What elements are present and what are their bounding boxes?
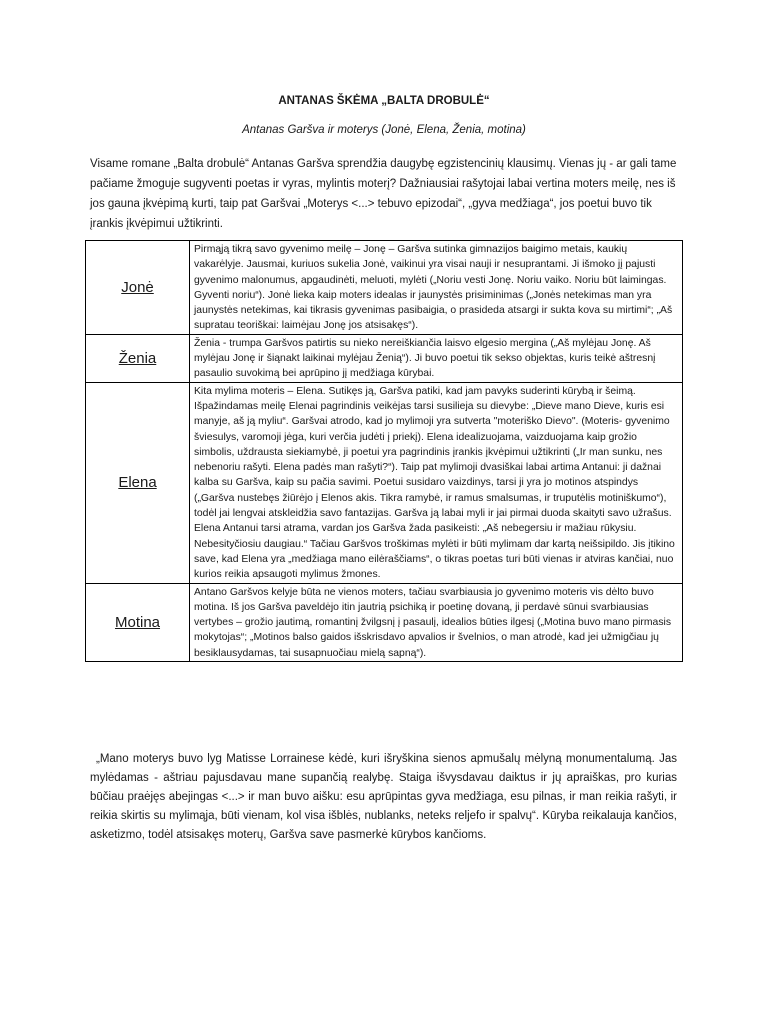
intro-paragraph: Visame romane „Balta drobulė“ Antanas Garšva sprendžia daugybę egzistencinių klausimų. Vienas jų - ar gali tame pačiame žmoguje sugyventi poetas ir vyras, mylintis moterį? Dažniausiai rašytojai labai vertina moters meilę, nes iš jos gauna įkvėpimą kurti, taip pat Garšvai „Moterys <...> tebuvo epizodai“, „gyva medžiaga“, jos poetui buvo tik įrankis įkvėpimui užtikrinti. [90,158,677,230]
character-name-jone: Jonė [121,278,154,296]
characters-table [85,240,683,662]
table-row-zenia [86,334,683,382]
character-description-motina: Antano Garšvos kelyje būta ne vienos moters, tačiau svarbiausia jo gyvenimo moteris vis dėlto buvo motina. Iš jos Garšva paveldėjo itin jautrią psichiką ir poetinę dovaną, ji perdavė sūnui svarbiausias vertybes – grožio jautimą, romantinį žvilgsnį į pasaulį, idealios būties ilgesį („Motina buvo mano pirmasis mokytojas“; „Motinos balso gaidos išskrisdavo apvalios ir švelnios, o man atrodė, kad jei užmigčiau jų besiklausydamas, tai susapnuočiau mielą sapną“). [190,583,683,661]
character-name-cell [86,334,190,382]
character-name-elena: Elena [118,473,157,491]
character-description-zenia: Ženia - trumpa Garšvos patirtis su nieko nereiškiančia laisvo elgesio mergina („Aš mylėjau Jonę. Aš mylėjau Jonę ir šiąnakt laikinai mylėjau Ženią“). Ji buvo poetui tik sekso objektas, kuris teikė aštresnį pasaulio suvokimą bei aprūpino jį medžiaga kūrybai. [190,334,683,382]
document-subtitle: Antanas Garšva ir moterys (Jonė, Elena, Ženia, motina) [242,124,526,136]
closing-paragraph: „Mano moterys buvo lyg Matisse Lorrainese kėdė, kuri išryškina sienos apmušalų mėlyną monumentalumą. Jas mylėdamas - aštriau pajusdavau mane supančią realybę. Staiga išvysdavau daiktus ir jų apraiškas, pro kurias būčiau praėjęs abejingas <...> ir man buvo aišku: esu aprūpintas gyva medžiaga, esu pilnas, ir man reikia rašyti, ir reikia skirtis su mylimąja, būti vienam, kol visa išblės, nublanks, neteks reljefo ir spalvų“. Kūryba reikalauja kančios, asketizmo, todėl atsisakęs moterų, Garšva save pasmerkė kūrybos kančioms. [90,753,677,841]
document-title: ANTANAS ŠKĖMA „BALTA DROBULĖ“ [278,95,490,107]
table-row-jone [86,241,683,335]
character-description-jone: Pirmąją tikrą savo gyvenimo meilę – Jonę – Garšva sutinka gimnazijos baigimo metais, kaukių vakarėlyje. Jausmai, kuriuos sukelia Jonė, vaikinui yra visai nauji ir nesuprantami. Ji išmoko jį pajusti gyvenimo malonumus, apgaudinėti, meluoti, mylėti („Noriu vesti Jonę. Noriu vaiko. Noriu būt laimingas. Gyventi noriu“). Jonė lieka kaip moters idealas ir jaunystės prisiminimas („Jonės netekimas man yra jaunystės netekimas, kai tikrasis gyvenimas pasibaigia, o prasideda atsargi ir sukta kova su mirtimi“; „Aš supratau teoriškai: laimėjau Jonę jos atsisakęs“). [190,241,683,335]
character-name-cell [86,241,190,335]
character-name-cell [86,382,190,583]
character-name-motina: Motina [114,613,161,631]
character-name-zenia: Ženia [118,349,157,367]
table-row-elena [86,382,683,583]
table-row-motina [86,583,683,661]
character-name-cell [86,583,190,661]
character-description-elena: Kita mylima moteris – Elena. Sutikęs ją, Garšva patiki, kad jam pavyks suderinti kūrybą ir šeimą. Išpažindamas meilę Elenai pagrindinis veikėjas tarsi susilieja su dievybe: „Dieve mano Dieve, kuris esi manyje, aš ją myliu“. Garšvai atrodo, kad jo mylimoji yra sutverta "moteriško Dievo". (Moteris- gyvenimo šviesulys, varomoji jėga, kuri verčia judėti į priekį). Elena idealizuojama, vaizduojama kaip grožio simbolis, uždrausta siekiamybė, ji poetui yra pagrindinis įrankis įkvėpimui užtikrinti („Ir man sunku, nes nebenoriu rašyti. Elena padės man rašyti?“). Taip pat mylimoji dvasiškai labai artima Antanui: ji dažnai kalba su Garšva, kaip su pačia savimi. Poetui susidaro vaizdinys, tarsi ji yra jo motinos atspindys („Garšva nustebęs žiūrėjo į Elenos akis. Tikra ramybė, ir ramus smalsumas, ir truputėlis motiniškumo“), todėl jai lengvai atskleidžia savo fantazijas. Garšva ją labai myli ir jai pirmai duoda skaityti savo užrašus. Elena Antanui tarsi atrama, vardan jos Garšva žada pasikeisti: „Aš nebegersiu ir mažiau rūkysiu. Nebesityčiosiu daugiau.“ Tačiau Garšvos troškimas mylėti ir būti mylimam dar kartą neišsipildo. Jis įtikino save, kad Elena yra „medžiaga mano eilėraščiams“, o tikras poetas turi būti vienas ir atviras kančiai, nuo kurios reikia apsaugoti mylimus žmones. [190,382,683,583]
